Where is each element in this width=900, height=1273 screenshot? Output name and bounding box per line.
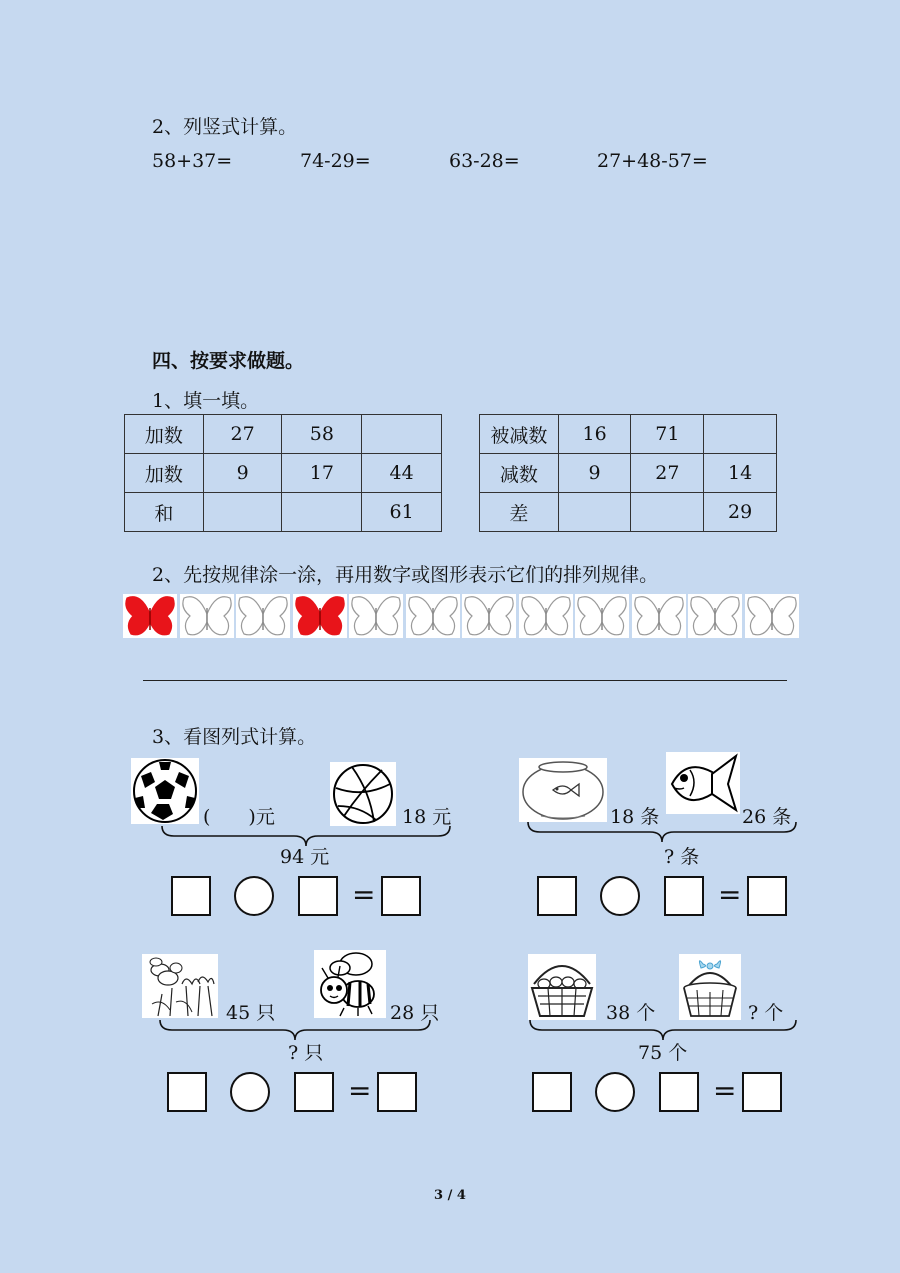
table-row <box>125 493 442 532</box>
butterfly-blank-icon[interactable] <box>406 594 460 638</box>
butterfly-blank-icon[interactable] <box>745 594 799 638</box>
pattern-title: 2、先按规律涂一涂，再用数字或图形表示它们的排列规律。 <box>152 564 659 586</box>
table-row <box>480 493 777 532</box>
answer-box[interactable] <box>664 876 704 916</box>
fill-title: 1、填一填。 <box>152 390 260 412</box>
butterfly-blank-icon[interactable] <box>688 594 742 638</box>
operator-circle[interactable] <box>600 876 640 916</box>
butterfly-blank-icon[interactable] <box>349 594 403 638</box>
answer-box[interactable] <box>377 1072 417 1112</box>
operator-circle[interactable] <box>595 1072 635 1112</box>
q2-title: 2、列竖式计算。 <box>152 116 298 138</box>
table-cell: 加数 <box>125 454 204 493</box>
table-cell: 17 <box>282 454 362 493</box>
table-row <box>480 415 777 454</box>
answer-cell[interactable] <box>203 493 282 532</box>
p3-right-label: 28 只 <box>390 1002 440 1024</box>
answer-box[interactable] <box>298 876 338 916</box>
answer-box[interactable] <box>659 1072 699 1112</box>
butterfly-red-icon <box>123 594 177 638</box>
fish-icon <box>666 752 740 814</box>
table-row <box>125 415 442 454</box>
calc-problem-1: 58+37= <box>152 150 233 172</box>
subtraction-table <box>479 414 777 532</box>
table-cell: 29 <box>704 493 777 532</box>
answer-line[interactable] <box>143 680 787 681</box>
table-cell: 27 <box>203 415 282 454</box>
p3-total: ? 只 <box>288 1042 324 1064</box>
p1-total: 94 元 <box>280 846 330 868</box>
calc-problem-3: 63-28= <box>449 150 520 172</box>
table-cell: 27 <box>631 454 704 493</box>
butterfly-blank-icon[interactable] <box>236 594 290 638</box>
answer-box[interactable] <box>167 1072 207 1112</box>
butterfly-blank-icon[interactable] <box>632 594 686 638</box>
answer-cell[interactable] <box>362 415 442 454</box>
basketball-icon <box>330 762 396 826</box>
table-cell: 71 <box>631 415 704 454</box>
butterfly-red-icon <box>293 594 347 638</box>
table-cell: 和 <box>125 493 204 532</box>
butterfly-blank-icon[interactable] <box>180 594 234 638</box>
picture-calc-title: 3、看图列式计算。 <box>152 726 317 748</box>
equals-sign: = <box>352 878 376 911</box>
table-cell: 被减数 <box>480 415 559 454</box>
table-cell: 58 <box>282 415 362 454</box>
p3-left-label: 45 只 <box>226 1002 276 1024</box>
equals-sign: = <box>713 1074 737 1107</box>
p4-total: 75 个 <box>638 1042 688 1064</box>
table-row <box>480 454 777 493</box>
bee-icon <box>314 950 386 1018</box>
butterfly-blank-icon[interactable] <box>462 594 516 638</box>
operator-circle[interactable] <box>234 876 274 916</box>
page-number: 3 / 4 <box>434 1188 466 1203</box>
empty-basket-icon <box>679 954 741 1020</box>
answer-box[interactable] <box>537 876 577 916</box>
table-cell: 差 <box>480 493 559 532</box>
p2-right-label: 26 条 <box>742 806 792 828</box>
table-cell: 14 <box>704 454 777 493</box>
equals-sign: = <box>718 878 742 911</box>
bees-flowers-icon <box>142 954 218 1018</box>
table-cell: 16 <box>558 415 631 454</box>
answer-cell[interactable] <box>282 493 362 532</box>
table-cell: 9 <box>558 454 631 493</box>
table-cell: 9 <box>203 454 282 493</box>
answer-box[interactable] <box>747 876 787 916</box>
answer-box[interactable] <box>742 1072 782 1112</box>
table-cell: 减数 <box>480 454 559 493</box>
calc-problem-2: 74-29= <box>300 150 371 172</box>
section4-title: 四、按要求做题。 <box>152 350 305 372</box>
table-cell: 61 <box>362 493 442 532</box>
p2-brace <box>526 820 798 844</box>
table-cell: 44 <box>362 454 442 493</box>
p1-left-label: ( )元 <box>203 806 275 828</box>
calc-problem-4: 27+48-57= <box>597 150 708 172</box>
answer-box[interactable] <box>381 876 421 916</box>
fishbowl-icon <box>519 758 607 822</box>
answer-cell[interactable] <box>704 415 777 454</box>
p1-right-label: 18 元 <box>402 806 452 828</box>
p2-left-label: 18 条 <box>610 806 660 828</box>
p4-left-label: 38 个 <box>606 1002 656 1024</box>
p4-right-label: ? 个 <box>748 1002 784 1024</box>
answer-cell[interactable] <box>558 493 631 532</box>
butterfly-blank-icon[interactable] <box>519 594 573 638</box>
answer-cell[interactable] <box>631 493 704 532</box>
soccer-ball-icon <box>131 758 199 824</box>
table-cell: 加数 <box>125 415 204 454</box>
p2-total: ? 条 <box>664 846 700 868</box>
answer-box[interactable] <box>532 1072 572 1112</box>
table-row <box>125 454 442 493</box>
equals-sign: = <box>348 1074 372 1107</box>
egg-basket-icon <box>528 954 596 1020</box>
answer-box[interactable] <box>294 1072 334 1112</box>
answer-box[interactable] <box>171 876 211 916</box>
operator-circle[interactable] <box>230 1072 270 1112</box>
butterfly-blank-icon[interactable] <box>575 594 629 638</box>
addition-table <box>124 414 442 532</box>
